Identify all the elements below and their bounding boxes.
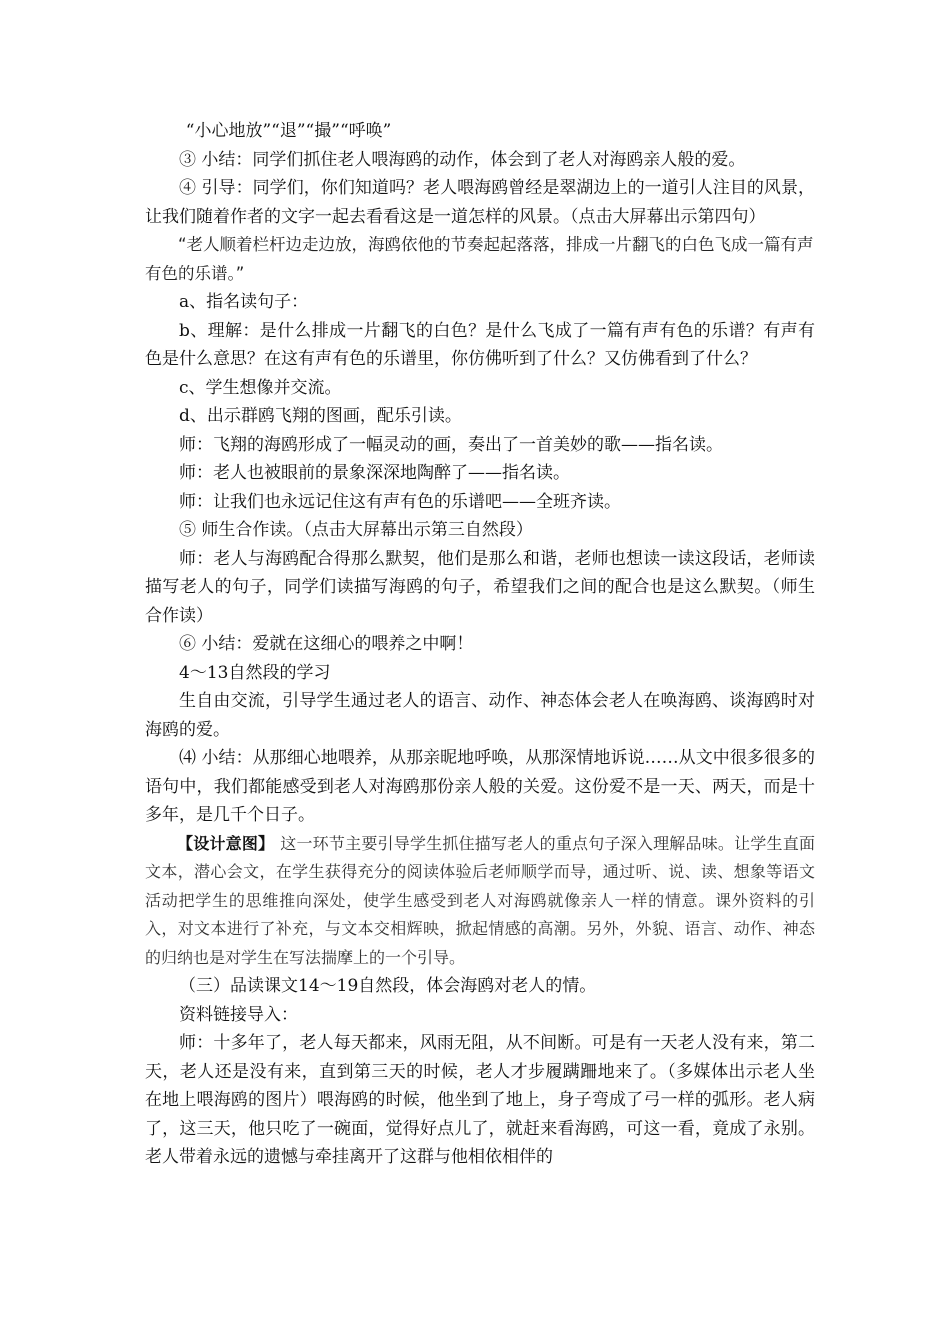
teacher-line-1: 师：飞翔的海鸥形成了一幅灵动的画，奏出了一首美妙的歌——指名读。 bbox=[179, 434, 723, 455]
step-c: c、学生想像并交流。 bbox=[179, 377, 342, 398]
summary-3: ③ 小结：同学们抓住老人喂海鸥的动作，体会到了老人对海鸥亲人般的爱。 bbox=[179, 149, 746, 170]
design-intent-tag: 【设计意图】 bbox=[177, 833, 275, 853]
guide-4: ④ 引导：同学们，你们知道吗？老人喂海鸥曾经是翠湖边上的一道引人注目的风景，让我们随着作者的文字一起去看看这是一道怎样的风景。（点击大屏幕出示第四句） bbox=[145, 178, 815, 227]
section-4-13: 4～13自然段的学习 bbox=[179, 662, 331, 683]
step-a: a、指名读句子： bbox=[179, 292, 309, 312]
summary-4: ⑷ 小结：从那细心地喂养，从那亲昵地呼唤，从那深情地诉说……从文中很多很多的语句中，我们都能感受到老人对海鸥那份亲人般的关爱。这份爱不是一天、两天，而是十多年，是几千个日子。 bbox=[145, 748, 815, 825]
step-5: ⑤ 师生合作读。（点击大屏幕出示第三自然段） bbox=[179, 520, 533, 540]
resource-intro: 资料链接导入： bbox=[179, 1004, 298, 1025]
document-page bbox=[145, 117, 815, 1172]
step-d: d、出示群鸥飞翔的图画，配乐引读。 bbox=[179, 406, 462, 426]
quote-sentence: “老人顺着栏杆边走边放，海鸥依他的节奏起起落落，排成一片翻飞的白色飞成一篇有声有色的乐谱。” bbox=[145, 235, 814, 283]
section-3-heading: （三）品读课文14～19自然段，体会海鸥对老人的情。 bbox=[179, 976, 597, 996]
verb-list: “小心地放”“退”“撮”“呼唤” bbox=[185, 121, 392, 141]
step-b: b、理解：是什么排成一片翻飞的白色？是什么飞成了一篇有声有色的乐谱？有声有色是什么意思？在这有声有色的乐谱里，你仿佛听到了什么？又仿佛看到了什么？ bbox=[145, 320, 815, 369]
teacher-narration: 师：十多年了，老人每天都来，风雨无阻，从不间断。可是有一天老人没有来，第二天，老人还是没有来，直到第三天的时候，老人才步履蹒跚地来了。（多媒体出示老人坐在地上喂海鸥的图片）喂海鸥的时候，他坐到了地上，身子弯成了弓一样的弧形。老人病了，这三天，他只吃了一碗面，觉得好点儿了，就赶来看海鸥，可这一看，竟成了永别。老人带着永远的遗憾与牵挂离开了这群与他相依相伴的 bbox=[145, 1033, 815, 1167]
teacher-line-4: 师：老人与海鸥配合得那么默契，他们是那么和谐，老师也想读一读这段话，老师读描写老人的句子，同学们读描写海鸥的句子，希望我们之间的配合也是这么默契。（师生合作读） bbox=[145, 548, 815, 626]
teacher-line-3: 师：让我们也永远记住这有声有色的乐谱吧——全班齐读。 bbox=[179, 491, 621, 512]
teacher-line-2: 师：老人也被眼前的景象深深地陶醉了——指名读。 bbox=[179, 463, 570, 483]
design-intent-text: 这一环节主要引导学生抓住描写老人的重点句子深入理解品味。让学生直面文本，潜心会文，在学生获得充分的阅读体验后老师顺学而导，通过听、说、读、想象等语文活动把学生的思维推向深处，使学生感受到老人对海鸥就像亲人一样的情意。课外资料的引入，对文本进行了补充，与文本交相辉映，掀起情感的高潮。另外，外貌、语言、动作、神态的归纳也是对学生在写法揣摩上的一个引导。 bbox=[145, 833, 815, 967]
summary-6: ⑥ 小结：爱就在这细心的喂养之中啊！ bbox=[179, 634, 474, 654]
student-discussion: 生自由交流，引导学生通过老人的语言、动作、神态体会老人在唤海鸥、谈海鸥时对海鸥的爱。 bbox=[145, 691, 815, 740]
design-intent bbox=[145, 830, 815, 973]
